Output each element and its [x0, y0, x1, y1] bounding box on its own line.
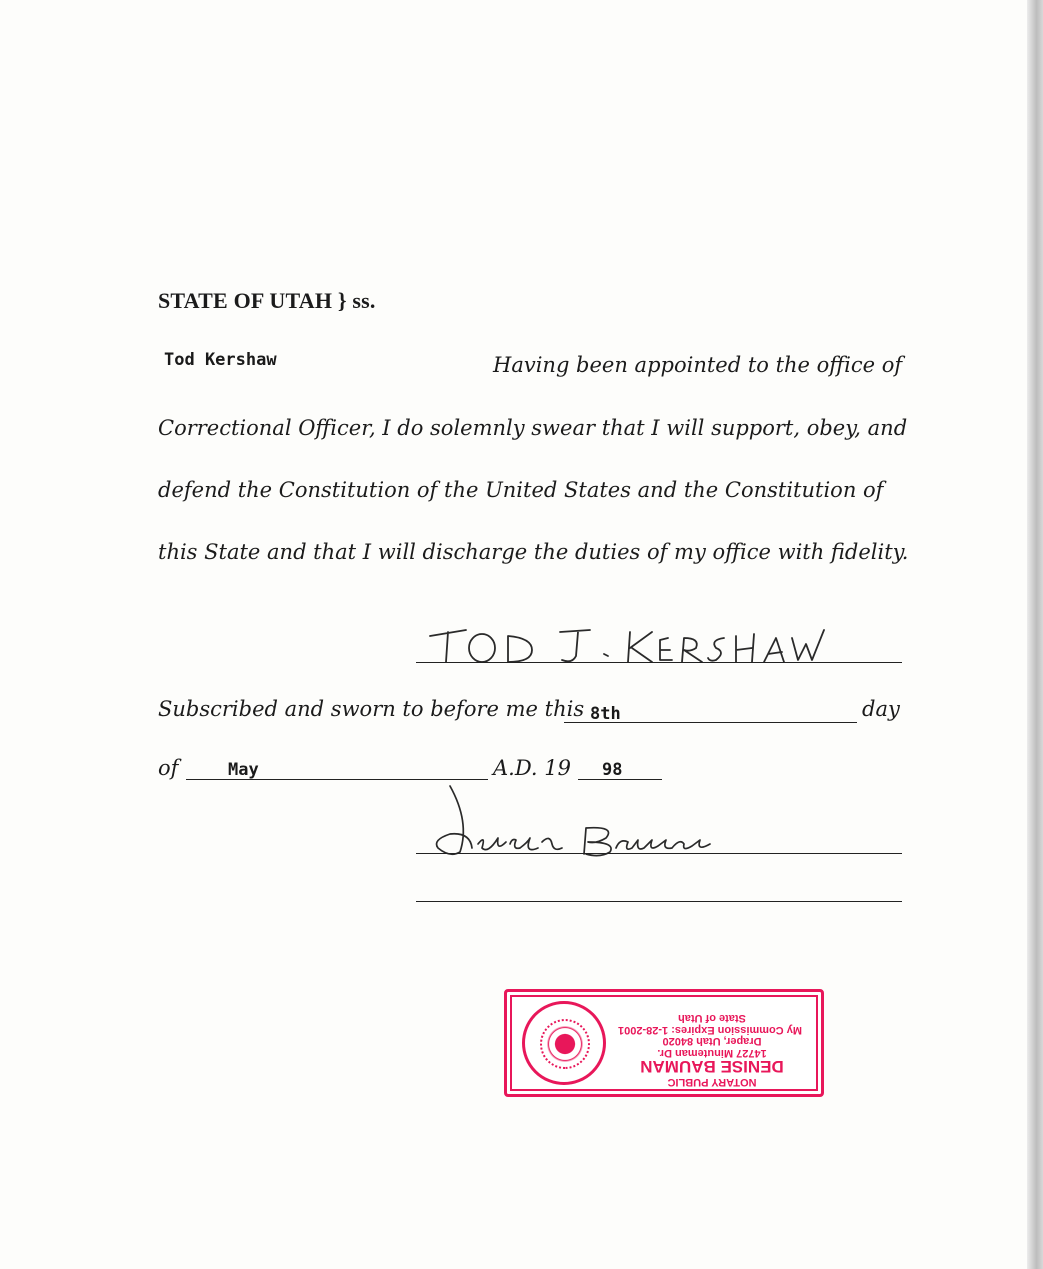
appointee-name: Tod Kershaw	[164, 350, 277, 370]
notary-signature	[420, 782, 740, 862]
notary-seal-stamp	[504, 989, 824, 1097]
oath-line-2: Correctional Officer, I do solemnly swear that I will support, obey, and	[158, 416, 908, 440]
officer-signature	[420, 618, 840, 668]
month-value: May	[228, 760, 259, 780]
notary-title-line	[416, 901, 902, 902]
state-seal-emblem-icon	[522, 1001, 606, 1085]
seal-line-6: State of Utah	[678, 1011, 746, 1024]
page-edge-shadow	[1027, 0, 1043, 1269]
notary-signature-line	[416, 853, 902, 854]
year-blank-line	[578, 779, 662, 780]
year-value: 98	[602, 760, 623, 780]
day-value: 8th	[590, 704, 621, 724]
seal-line-3: 14727 Minuteman Dr.	[657, 1046, 767, 1059]
of-label: of	[158, 756, 179, 780]
subscribed-label: Subscribed and sworn to before me this	[158, 697, 585, 721]
month-blank-line	[186, 779, 488, 780]
seal-line-5: My Commission Expires: 1-28-2001	[617, 1023, 802, 1036]
oath-line-3: defend the Constitution of the United States and the Constitution of	[158, 478, 884, 502]
ad-label: A.D. 19	[493, 756, 572, 780]
seal-line-4: Draper, Utah 84020	[662, 1035, 762, 1048]
seal-line-1: NOTARY PUBLIC	[667, 1076, 757, 1088]
state-heading: STATE OF UTAH } ss.	[158, 288, 376, 313]
oath-line-4: this State and that I will discharge the duties of my office with fidelity.	[158, 540, 909, 564]
day-blank-line	[564, 722, 857, 723]
oath-line-1: Having been appointed to the office of	[493, 353, 903, 377]
officer-signature-line	[416, 662, 902, 663]
notary-seal-text	[617, 1011, 802, 1088]
seal-line-2: DENISE BAUMAN	[640, 1057, 784, 1077]
day-label: day	[862, 697, 900, 721]
